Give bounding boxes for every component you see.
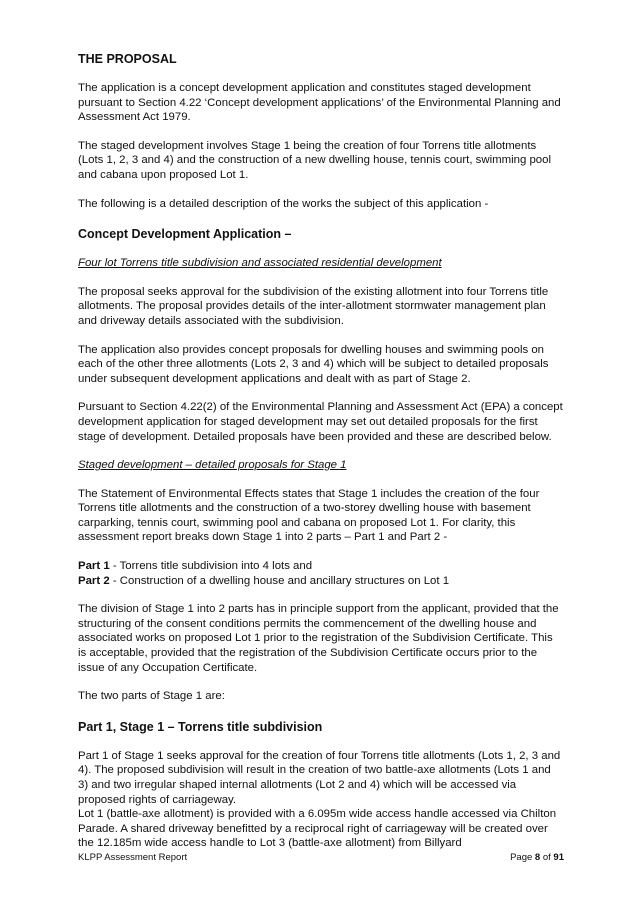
paragraph-description-intro: The following is a detailed description of the works the subject of this application -	[78, 197, 489, 210]
footer-page-current: 8	[534, 852, 541, 863]
paragraph-two-parts: The two parts of Stage 1 are:	[78, 690, 225, 703]
footer-page-of: of	[540, 852, 554, 863]
part1-label: Part 1	[78, 560, 110, 573]
subheading-staged-detailed-proposals: Staged development – detailed proposals for Stage 1	[78, 459, 347, 472]
paragraph-part1-approval: Part 1 of Stage 1 seeks approval for the creation of four Torrens title allotments (Lots 1, 2, 3 and 4). The proposed subdivision will result in the creation of two battle-axe allotments (Lots 1 and 3) and two irregular shaped internal allotments (Lot 2 and 4) which will be accessed via proposed rights of carriageway.	[78, 749, 561, 806]
part1-text: - Torrens title subdivision into 4 lots and	[109, 560, 313, 573]
heading-concept-development: Concept Development Application –	[78, 227, 292, 242]
part1-line	[78, 559, 564, 574]
paragraph-division-support: The division of Stage 1 into 2 parts has in principle support from the applicant, provided that the structuring of the consent conditions permits the commencement of the dwelling house and associated works on proposed Lot 1 prior to the registration of the Subdivision Certificate. This is acceptable, provided that the registration of the Subdivision Certificate occurs prior to the issue of any Occupation Certificate.	[78, 603, 559, 674]
part2-text: - Construction of a dwelling house and ancillary structures on Lot 1	[109, 574, 450, 587]
paragraph-section-4-22-2: Pursuant to Section 4.22(2) of the Environmental Planning and Assessment Act (EPA) a concept development application for staged development may set out detailed proposals for the first stage of development. Detailed proposals have been provided and these are described below.	[78, 401, 563, 443]
subheading-four-lot-subdivision: Four lot Torrens title subdivision and associated residential development	[78, 257, 442, 270]
paragraph-concept-proposals: The application also provides concept proposals for dwelling houses and swimming pools on each of the other three allotments (Lots 2, 3 and 4) which will be subject to detailed proposals under subsequent development applications and dealt with as part of Stage 2.	[78, 343, 549, 385]
paragraph-statement-environmental-effects: The Statement of Environmental Effects states that Stage 1 includes the creation of the four Torrens title allotments and the construction of a two-storey dwelling house with basement carparking, tennis court, swimming pool and cabana on proposed Lot 1. For clarity, this assessment report breaks down Stage 1 into 2 parts – Part 1 and Part 2 -	[78, 487, 540, 544]
paragraph-staged-development: The staged development involves Stage 1 being the creation of four Torrens title allotments (Lots 1, 2, 3 and 4) and the construction of a new dwelling house, tennis court, swimming pool and cabana upon proposed Lot 1.	[78, 139, 551, 181]
paragraph-concept-application: The application is a concept development application and constitutes staged development pursuant to Section 4.22 ‘Concept development applications’ of the Environmental Planning and Assessment Act 1979.	[78, 82, 561, 124]
footer-page-number	[510, 852, 564, 864]
footer-page-total: 91	[553, 852, 564, 863]
part2-line	[78, 574, 564, 589]
heading-the-proposal: THE PROPOSAL	[78, 52, 177, 66]
part2-label: Part 2	[78, 574, 110, 587]
footer-page-prefix: Page	[510, 852, 535, 863]
paragraph-lot1-access: Lot 1 (battle-axe allotment) is provided with a 6.095m wide access handle accessed via Chilton Parade. A shared driveway benefitted by a reciprocal right of carriageway will be created over the 12.185m wide access handle to Lot 3 (battle-axe allotment) from Billyard	[78, 808, 557, 850]
document-page	[78, 52, 564, 851]
footer-report-name: KLPP Assessment Report	[78, 852, 188, 863]
heading-part1-stage1: Part 1, Stage 1 – Torrens title subdivision	[78, 719, 323, 734]
paragraph-subdivision-approval: The proposal seeks approval for the subdivision of the existing allotment into four Torrens title allotments. The proposal provides details of the inter-allotment stormwater management plan and driveway details associated with the subdivision.	[78, 285, 549, 327]
